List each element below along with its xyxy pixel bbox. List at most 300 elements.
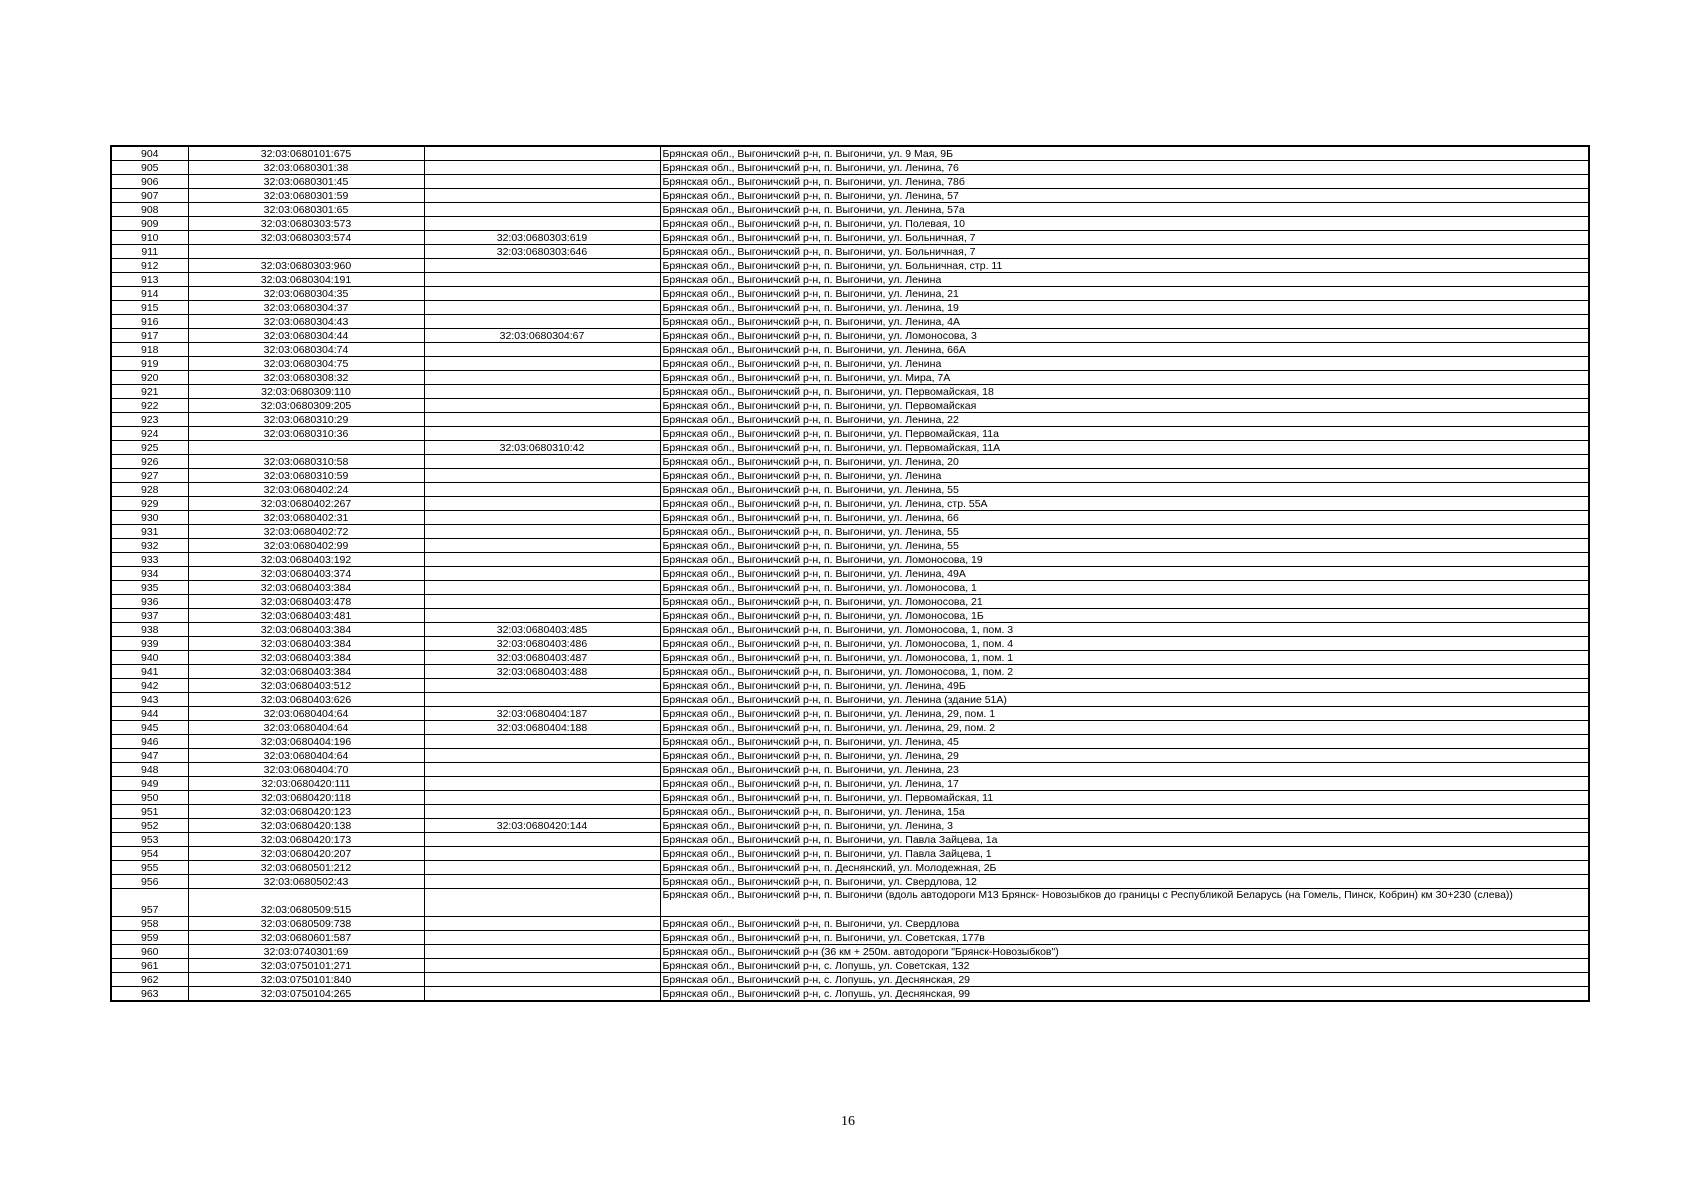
table-row	[111, 749, 1589, 763]
related-cadastral-number-cell	[424, 987, 660, 1002]
cadastral-number-cell: 32:03:0680404:64	[188, 721, 424, 735]
address-cell: Брянская обл., Выгоничский р-н, п. Выгоничи, ул. Свердлова, 12	[660, 875, 1589, 889]
cadastral-number-cell: 32:03:0680310:59	[188, 469, 424, 483]
related-cadastral-number-cell	[424, 847, 660, 861]
address-cell: Брянская обл., Выгоничский р-н, п. Выгоничи, ул. Ломоносова, 3	[660, 329, 1589, 343]
cadastral-number-cell: 32:03:0680402:31	[188, 511, 424, 525]
table-row	[111, 357, 1589, 371]
address-cell: Брянская обл., Выгоничский р-н, п. Выгоничи, ул. Ленина, 66А	[660, 343, 1589, 357]
address-cell: Брянская обл., Выгоничский р-н, п. Выгоничи, ул. Ломоносова, 1, пом. 2	[660, 665, 1589, 679]
cadastral-number-cell: 32:03:0680304:35	[188, 287, 424, 301]
cadastral-number-cell: 32:03:0680404:70	[188, 763, 424, 777]
table-row	[111, 231, 1589, 245]
table-row	[111, 259, 1589, 273]
cadastral-number-cell: 32:03:0680403:481	[188, 609, 424, 623]
related-cadastral-number-cell: 32:03:0680420:144	[424, 819, 660, 833]
related-cadastral-number-cell	[424, 413, 660, 427]
address-cell: Брянская обл., Выгоничский р-н, п. Выгоничи, ул. Больничная, 7	[660, 245, 1589, 259]
table-row	[111, 651, 1589, 665]
row-number-cell: 936	[111, 595, 188, 609]
related-cadastral-number-cell	[424, 146, 660, 161]
cadastral-number-cell: 32:03:0680403:384	[188, 637, 424, 651]
cadastral-number-cell: 32:03:0680402:24	[188, 483, 424, 497]
address-cell: Брянская обл., Выгоничский р-н, п. Выгоничи, ул. Павла Зайцева, 1а	[660, 833, 1589, 847]
address-cell: Брянская обл., Выгоничский р-н, п. Выгоничи, ул. Павла Зайцева, 1	[660, 847, 1589, 861]
cadastral-number-cell: 32:03:0680309:110	[188, 385, 424, 399]
address-cell: Брянская обл., Выгоничский р-н, п. Выгоничи, ул. Мира, 7А	[660, 371, 1589, 385]
cadastral-number-cell: 32:03:0680310:58	[188, 455, 424, 469]
cadastral-number-cell	[188, 441, 424, 455]
related-cadastral-number-cell: 32:03:0680304:67	[424, 329, 660, 343]
related-cadastral-number-cell	[424, 679, 660, 693]
row-number-cell: 953	[111, 833, 188, 847]
related-cadastral-number-cell	[424, 609, 660, 623]
address-cell: Брянская обл., Выгоничский р-н, п. Выгоничи, ул. Ленина	[660, 357, 1589, 371]
row-number-cell: 915	[111, 301, 188, 315]
address-cell: Брянская обл., Выгоничский р-н, п. Выгоничи, ул. Ленина, 57	[660, 189, 1589, 203]
address-cell: Брянская обл., Выгоничский р-н, п. Выгоничи, ул. Ленина, 4А	[660, 315, 1589, 329]
related-cadastral-number-cell	[424, 371, 660, 385]
row-number-cell: 950	[111, 791, 188, 805]
row-number-cell: 949	[111, 777, 188, 791]
address-cell: Брянская обл., Выгоничский р-н, п. Выгоничи, ул. Ломоносова, 19	[660, 553, 1589, 567]
cadastral-number-cell: 32:03:0680304:44	[188, 329, 424, 343]
row-number-cell: 958	[111, 917, 188, 931]
cadastral-number-cell: 32:03:0680420:138	[188, 819, 424, 833]
related-cadastral-number-cell	[424, 357, 660, 371]
address-cell: Брянская обл., Выгоничский р-н, с. Лопушь, ул. Деснянская, 99	[660, 987, 1589, 1002]
related-cadastral-number-cell	[424, 455, 660, 469]
related-cadastral-number-cell	[424, 511, 660, 525]
row-number-cell: 962	[111, 973, 188, 987]
related-cadastral-number-cell	[424, 385, 660, 399]
table-row	[111, 146, 1589, 161]
cadastral-number-cell: 32:03:0680301:38	[188, 161, 424, 175]
address-cell: Брянская обл., Выгоничский р-н, п. Выгоничи, ул. Ленина, 19	[660, 301, 1589, 315]
cadastral-number-cell: 32:03:0680404:64	[188, 749, 424, 763]
row-number-cell: 916	[111, 315, 188, 329]
related-cadastral-number-cell	[424, 875, 660, 889]
row-number-cell: 907	[111, 189, 188, 203]
related-cadastral-number-cell	[424, 287, 660, 301]
table-row	[111, 833, 1589, 847]
cadastral-number-cell: 32:03:0680403:384	[188, 651, 424, 665]
address-cell: Брянская обл., Выгоничский р-н, п. Выгоничи, ул. 9 Мая, 9Б	[660, 146, 1589, 161]
table-row	[111, 609, 1589, 623]
address-cell: Брянская обл., Выгоничский р-н, п. Выгоничи, ул. Больничная, 7	[660, 231, 1589, 245]
row-number-cell: 942	[111, 679, 188, 693]
row-number-cell: 945	[111, 721, 188, 735]
table-row	[111, 217, 1589, 231]
related-cadastral-number-cell	[424, 175, 660, 189]
address-cell: Брянская обл., Выгоничский р-н, п. Выгоничи, ул. Ленина, 17	[660, 777, 1589, 791]
cadastral-number-cell: 32:03:0680310:29	[188, 413, 424, 427]
page-number: 16	[841, 1114, 855, 1129]
table-row	[111, 329, 1589, 343]
cadastral-number-cell: 32:03:0680420:123	[188, 805, 424, 819]
address-cell: Брянская обл., Выгоничский р-н, п. Выгоничи, ул. Ленина	[660, 469, 1589, 483]
row-number-cell: 956	[111, 875, 188, 889]
address-cell: Брянская обл., Выгоничский р-н, п. Выгоничи, ул. Ленина, 3	[660, 819, 1589, 833]
table-row	[111, 161, 1589, 175]
related-cadastral-number-cell	[424, 567, 660, 581]
cadastral-number-cell: 32:03:0680301:45	[188, 175, 424, 189]
row-number-cell: 963	[111, 987, 188, 1002]
address-cell: Брянская обл., Выгоничский р-н, п. Выгоничи, ул. Ломоносова, 1	[660, 581, 1589, 595]
table-row	[111, 567, 1589, 581]
cadastral-number-cell: 32:03:0680420:173	[188, 833, 424, 847]
cadastral-number-cell: 32:03:0680420:111	[188, 777, 424, 791]
table-row	[111, 203, 1589, 217]
address-cell: Брянская обл., Выгоничский р-н, п. Выгоничи, ул. Первомайская, 11а	[660, 427, 1589, 441]
row-number-cell: 925	[111, 441, 188, 455]
address-cell: Брянская обл., Выгоничский р-н, п. Выгоничи, ул. Ленина, 29, пом. 1	[660, 707, 1589, 721]
related-cadastral-number-cell	[424, 777, 660, 791]
address-cell: Брянская обл., Выгоничский р-н, п. Выгоничи, ул. Ленина	[660, 273, 1589, 287]
row-number-cell: 913	[111, 273, 188, 287]
address-cell: Брянская обл., Выгоничский р-н, п. Выгоничи, ул. Ленина, 29	[660, 749, 1589, 763]
address-cell: Брянская обл., Выгоничский р-н, п. Выгоничи, ул. Ленина, 55	[660, 483, 1589, 497]
row-number-cell: 943	[111, 693, 188, 707]
table-row	[111, 455, 1589, 469]
related-cadastral-number-cell	[424, 861, 660, 875]
row-number-cell: 917	[111, 329, 188, 343]
row-number-cell: 910	[111, 231, 188, 245]
cadastral-number-cell: 32:03:0680308:32	[188, 371, 424, 385]
related-cadastral-number-cell	[424, 203, 660, 217]
address-cell: Брянская обл., Выгоничский р-н, п. Выгоничи, ул. Ленина, 15а	[660, 805, 1589, 819]
row-number-cell: 947	[111, 749, 188, 763]
cadastral-number-cell: 32:03:0680420:118	[188, 791, 424, 805]
address-cell: Брянская обл., Выгоничский р-н, п. Выгоничи, ул. Ленина, 21	[660, 287, 1589, 301]
related-cadastral-number-cell: 32:03:0680403:486	[424, 637, 660, 651]
cadastral-number-cell: 32:03:0680403:374	[188, 567, 424, 581]
address-cell: Брянская обл., Выгоничский р-н, п. Выгоничи, ул. Ленина, 55	[660, 525, 1589, 539]
table-row	[111, 413, 1589, 427]
related-cadastral-number-cell	[424, 525, 660, 539]
row-number-cell: 918	[111, 343, 188, 357]
row-number-cell: 933	[111, 553, 188, 567]
table-row	[111, 777, 1589, 791]
cadastral-number-cell: 32:03:0680304:191	[188, 273, 424, 287]
cadastral-number-cell: 32:03:0680420:207	[188, 847, 424, 861]
address-cell: Брянская обл., Выгоничский р-н, п. Выгоничи, ул. Первомайская	[660, 399, 1589, 413]
table-row	[111, 385, 1589, 399]
table-row	[111, 693, 1589, 707]
row-number-cell: 939	[111, 637, 188, 651]
address-cell: Брянская обл., Выгоничский р-н, п. Выгоничи, ул. Советская, 177в	[660, 931, 1589, 945]
row-number-cell: 927	[111, 469, 188, 483]
row-number-cell: 911	[111, 245, 188, 259]
table-row	[111, 189, 1589, 203]
address-cell: Брянская обл., Выгоничский р-н, п. Выгоничи, ул. Ленина, 49А	[660, 567, 1589, 581]
row-number-cell: 957	[111, 889, 188, 917]
table-row	[111, 553, 1589, 567]
row-number-cell: 931	[111, 525, 188, 539]
row-number-cell: 959	[111, 931, 188, 945]
table-row	[111, 889, 1589, 917]
table-row	[111, 623, 1589, 637]
related-cadastral-number-cell	[424, 301, 660, 315]
table-row	[111, 679, 1589, 693]
row-number-cell: 960	[111, 945, 188, 959]
related-cadastral-number-cell	[424, 889, 660, 917]
row-number-cell: 912	[111, 259, 188, 273]
row-number-cell: 932	[111, 539, 188, 553]
table-row	[111, 539, 1589, 553]
table-row	[111, 819, 1589, 833]
table-row	[111, 805, 1589, 819]
table-row	[111, 735, 1589, 749]
row-number-cell: 926	[111, 455, 188, 469]
related-cadastral-number-cell: 32:03:0680404:188	[424, 721, 660, 735]
row-number-cell: 951	[111, 805, 188, 819]
property-registry-table	[110, 145, 1590, 1002]
address-cell: Брянская обл., Выгоничский р-н, п. Выгоничи, ул. Ленина, 78б	[660, 175, 1589, 189]
address-cell: Брянская обл., Выгоничский р-н, п. Выгоничи, ул. Ленина, 76	[660, 161, 1589, 175]
table-row	[111, 469, 1589, 483]
cadastral-number-cell: 32:03:0680304:75	[188, 357, 424, 371]
cadastral-number-cell: 32:03:0680310:36	[188, 427, 424, 441]
row-number-cell: 905	[111, 161, 188, 175]
related-cadastral-number-cell	[424, 791, 660, 805]
related-cadastral-number-cell	[424, 217, 660, 231]
table-row	[111, 721, 1589, 735]
cadastral-number-cell: 32:03:0680502:43	[188, 875, 424, 889]
related-cadastral-number-cell	[424, 763, 660, 777]
cadastral-number-cell: 32:03:0680304:37	[188, 301, 424, 315]
row-number-cell: 929	[111, 497, 188, 511]
cadastral-number-cell: 32:03:0680403:626	[188, 693, 424, 707]
cadastral-number-cell: 32:03:0680403:478	[188, 595, 424, 609]
address-cell: Брянская обл., Выгоничский р-н, п. Деснянский, ул. Молодежная, 2Б	[660, 861, 1589, 875]
cadastral-number-cell: 32:03:0680301:65	[188, 203, 424, 217]
address-cell: Брянская обл., Выгоничский р-н, п. Выгоничи, ул. Ленина, 57а	[660, 203, 1589, 217]
cadastral-number-cell: 32:03:0680509:515	[188, 889, 424, 917]
cadastral-number-cell: 32:03:0680301:59	[188, 189, 424, 203]
table-row	[111, 959, 1589, 973]
cadastral-number-cell: 32:03:0680303:960	[188, 259, 424, 273]
table-row	[111, 637, 1589, 651]
address-cell: Брянская обл., Выгоничский р-н, п. Выгоничи, ул. Ленина, 66	[660, 511, 1589, 525]
address-cell: Брянская обл., Выгоничский р-н, п. Выгоничи, ул. Первомайская, 11А	[660, 441, 1589, 455]
table-row	[111, 511, 1589, 525]
table-row	[111, 273, 1589, 287]
row-number-cell: 922	[111, 399, 188, 413]
related-cadastral-number-cell	[424, 735, 660, 749]
related-cadastral-number-cell	[424, 959, 660, 973]
related-cadastral-number-cell	[424, 315, 660, 329]
cadastral-number-cell: 32:03:0680303:573	[188, 217, 424, 231]
cadastral-number-cell: 32:03:0680402:72	[188, 525, 424, 539]
table-row	[111, 917, 1589, 931]
related-cadastral-number-cell: 32:03:0680310:42	[424, 441, 660, 455]
related-cadastral-number-cell	[424, 539, 660, 553]
address-cell: Брянская обл., Выгоничский р-н, п. Выгоничи, ул. Больничная, стр. 11	[660, 259, 1589, 273]
cadastral-number-cell: 32:03:0680501:212	[188, 861, 424, 875]
cadastral-number-cell: 32:03:0680402:267	[188, 497, 424, 511]
address-cell: Брянская обл., Выгоничский р-н, п. Выгоничи, ул. Ленина, стр. 55А	[660, 497, 1589, 511]
table-row	[111, 973, 1589, 987]
row-number-cell: 946	[111, 735, 188, 749]
cadastral-number-cell: 32:03:0750101:840	[188, 973, 424, 987]
table-row	[111, 427, 1589, 441]
table-row	[111, 343, 1589, 357]
registry-table-body	[111, 146, 1589, 1001]
related-cadastral-number-cell	[424, 945, 660, 959]
row-number-cell: 938	[111, 623, 188, 637]
cadastral-number-cell: 32:03:0680303:574	[188, 231, 424, 245]
row-number-cell: 923	[111, 413, 188, 427]
table-row	[111, 665, 1589, 679]
address-cell: Брянская обл., Выгоничский р-н, п. Выгоничи, ул. Свердлова	[660, 917, 1589, 931]
address-cell: Брянская обл., Выгоничский р-н, п. Выгоничи, ул. Ломоносова, 21	[660, 595, 1589, 609]
table-row	[111, 483, 1589, 497]
related-cadastral-number-cell	[424, 259, 660, 273]
row-number-cell: 930	[111, 511, 188, 525]
related-cadastral-number-cell	[424, 399, 660, 413]
row-number-cell: 920	[111, 371, 188, 385]
row-number-cell: 921	[111, 385, 188, 399]
address-cell: Брянская обл., Выгоничский р-н, п. Выгоничи, ул. Ленина, 49Б	[660, 679, 1589, 693]
cadastral-number-cell: 32:03:0680403:192	[188, 553, 424, 567]
cadastral-number-cell: 32:03:0680403:384	[188, 581, 424, 595]
address-cell: Брянская обл., Выгоничский р-н, п. Выгоничи, ул. Ломоносова, 1, пом. 4	[660, 637, 1589, 651]
row-number-cell: 928	[111, 483, 188, 497]
row-number-cell: 909	[111, 217, 188, 231]
address-cell: Брянская обл., Выгоничский р-н, п. Выгоничи, ул. Ломоносова, 1, пом. 3	[660, 623, 1589, 637]
address-cell: Брянская обл., Выгоничский р-н (36 км + 250м. автодороги "Брянск-Новозыбков")	[660, 945, 1589, 959]
row-number-cell: 955	[111, 861, 188, 875]
related-cadastral-number-cell: 32:03:0680403:485	[424, 623, 660, 637]
row-number-cell: 908	[111, 203, 188, 217]
table-row	[111, 245, 1589, 259]
row-number-cell: 934	[111, 567, 188, 581]
table-row	[111, 175, 1589, 189]
table-row	[111, 791, 1589, 805]
row-number-cell: 937	[111, 609, 188, 623]
related-cadastral-number-cell: 32:03:0680404:187	[424, 707, 660, 721]
table-row	[111, 707, 1589, 721]
cadastral-number-cell: 32:03:0680601:587	[188, 931, 424, 945]
table-row	[111, 987, 1589, 1002]
row-number-cell: 904	[111, 146, 188, 161]
address-cell: Брянская обл., Выгоничский р-н, п. Выгоничи, ул. Ленина (здание 51А)	[660, 693, 1589, 707]
related-cadastral-number-cell	[424, 469, 660, 483]
address-cell: Брянская обл., Выгоничский р-н, п. Выгоничи, ул. Ленина, 20	[660, 455, 1589, 469]
address-cell: Брянская обл., Выгоничский р-н, п. Выгоничи, ул. Ленина, 45	[660, 735, 1589, 749]
related-cadastral-number-cell	[424, 595, 660, 609]
cadastral-number-cell: 32:03:0680402:99	[188, 539, 424, 553]
row-number-cell: 935	[111, 581, 188, 595]
related-cadastral-number-cell	[424, 497, 660, 511]
related-cadastral-number-cell: 32:03:0680303:619	[424, 231, 660, 245]
cadastral-number-cell: 32:03:0680304:43	[188, 315, 424, 329]
related-cadastral-number-cell	[424, 161, 660, 175]
row-number-cell: 940	[111, 651, 188, 665]
related-cadastral-number-cell	[424, 805, 660, 819]
row-number-cell: 954	[111, 847, 188, 861]
table-row	[111, 315, 1589, 329]
table-row	[111, 441, 1589, 455]
cadastral-number-cell: 32:03:0680309:205	[188, 399, 424, 413]
address-cell: Брянская обл., Выгоничский р-н, п. Выгоничи, ул. Полевая, 10	[660, 217, 1589, 231]
cadastral-number-cell: 32:03:0680403:384	[188, 665, 424, 679]
table-row	[111, 287, 1589, 301]
related-cadastral-number-cell	[424, 189, 660, 203]
table-row	[111, 847, 1589, 861]
cadastral-number-cell	[188, 245, 424, 259]
row-number-cell: 952	[111, 819, 188, 833]
table-row	[111, 399, 1589, 413]
cadastral-number-cell: 32:03:0680101:675	[188, 146, 424, 161]
cadastral-number-cell: 32:03:0680403:384	[188, 623, 424, 637]
cadastral-number-cell: 32:03:0750104:265	[188, 987, 424, 1002]
table-row	[111, 371, 1589, 385]
table-row	[111, 581, 1589, 595]
table-row	[111, 875, 1589, 889]
address-cell: Брянская обл., Выгоничский р-н, п. Выгоничи, ул. Ломоносова, 1, пом. 1	[660, 651, 1589, 665]
related-cadastral-number-cell	[424, 553, 660, 567]
row-number-cell: 961	[111, 959, 188, 973]
table-row	[111, 861, 1589, 875]
address-cell: Брянская обл., Выгоничский р-н, п. Выгоничи (вдоль автодороги М13 Брянск- Новозыбков до границы с Республикой Беларусь (на Гомель, Пинск, Кобрин) км 30+230 (слева))	[660, 889, 1589, 917]
table-row	[111, 595, 1589, 609]
table-row	[111, 525, 1589, 539]
related-cadastral-number-cell: 32:03:0680303:646	[424, 245, 660, 259]
related-cadastral-number-cell	[424, 749, 660, 763]
row-number-cell: 948	[111, 763, 188, 777]
address-cell: Брянская обл., Выгоничский р-н, с. Лопушь, ул. Деснянская, 29	[660, 973, 1589, 987]
table-row	[111, 301, 1589, 315]
cadastral-number-cell: 32:03:0750101:271	[188, 959, 424, 973]
address-cell: Брянская обл., Выгоничский р-н, п. Выгоничи, ул. Ленина, 55	[660, 539, 1589, 553]
related-cadastral-number-cell	[424, 581, 660, 595]
row-number-cell: 914	[111, 287, 188, 301]
related-cadastral-number-cell	[424, 273, 660, 287]
table-row	[111, 931, 1589, 945]
row-number-cell: 944	[111, 707, 188, 721]
cadastral-number-cell: 32:03:0740301:69	[188, 945, 424, 959]
related-cadastral-number-cell	[424, 693, 660, 707]
related-cadastral-number-cell: 32:03:0680403:488	[424, 665, 660, 679]
related-cadastral-number-cell	[424, 917, 660, 931]
table-row	[111, 763, 1589, 777]
row-number-cell: 941	[111, 665, 188, 679]
cadastral-number-cell: 32:03:0680404:64	[188, 707, 424, 721]
cadastral-number-cell: 32:03:0680304:74	[188, 343, 424, 357]
address-cell: Брянская обл., Выгоничский р-н, п. Выгоничи, ул. Первомайская, 11	[660, 791, 1589, 805]
related-cadastral-number-cell: 32:03:0680403:487	[424, 651, 660, 665]
cadastral-number-cell: 32:03:0680404:196	[188, 735, 424, 749]
row-number-cell: 924	[111, 427, 188, 441]
related-cadastral-number-cell	[424, 483, 660, 497]
related-cadastral-number-cell	[424, 931, 660, 945]
table-row	[111, 497, 1589, 511]
related-cadastral-number-cell	[424, 833, 660, 847]
address-cell: Брянская обл., Выгоничский р-н, п. Выгоничи, ул. Первомайская, 18	[660, 385, 1589, 399]
related-cadastral-number-cell	[424, 973, 660, 987]
row-number-cell: 906	[111, 175, 188, 189]
table-row	[111, 945, 1589, 959]
address-cell: Брянская обл., Выгоничский р-н, с. Лопушь, ул. Советская, 132	[660, 959, 1589, 973]
cadastral-number-cell: 32:03:0680403:512	[188, 679, 424, 693]
address-cell: Брянская обл., Выгоничский р-н, п. Выгоничи, ул. Ленина, 29, пом. 2	[660, 721, 1589, 735]
address-cell: Брянская обл., Выгоничский р-н, п. Выгоничи, ул. Ленина, 22	[660, 413, 1589, 427]
cadastral-number-cell: 32:03:0680509:738	[188, 917, 424, 931]
address-cell: Брянская обл., Выгоничский р-н, п. Выгоничи, ул. Ленина, 23	[660, 763, 1589, 777]
related-cadastral-number-cell	[424, 343, 660, 357]
